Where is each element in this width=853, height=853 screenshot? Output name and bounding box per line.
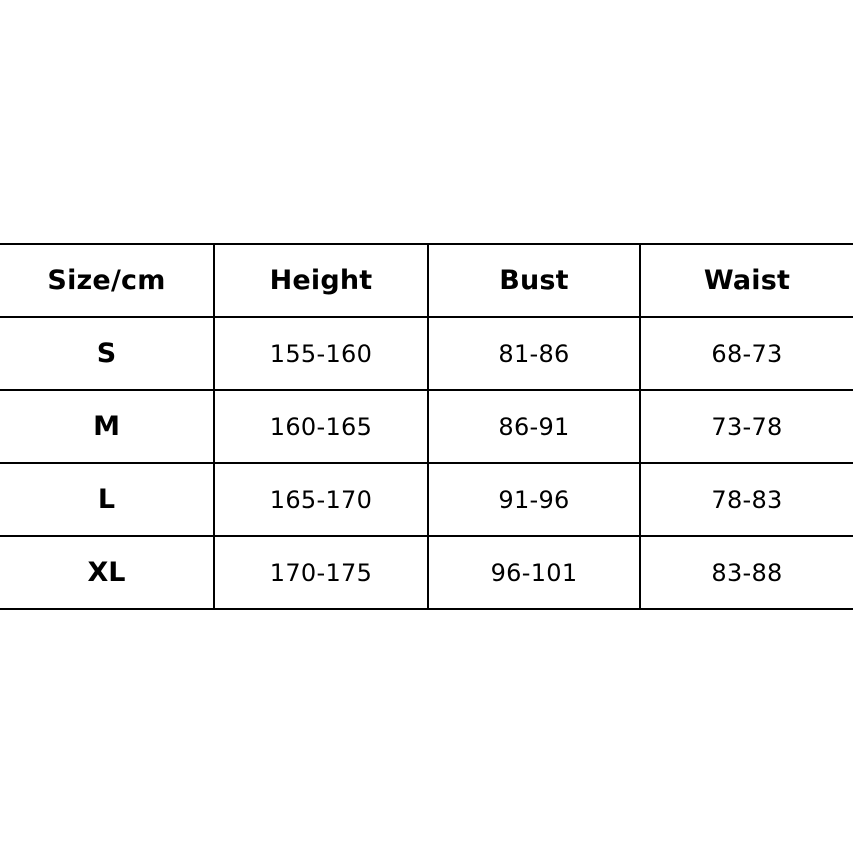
table-header-row bbox=[0, 244, 853, 317]
cell-bust: 81-86 bbox=[428, 317, 640, 390]
cell-height: 155-160 bbox=[214, 317, 428, 390]
cell-size: L bbox=[0, 463, 214, 536]
column-header-size: Size/cm bbox=[0, 244, 214, 317]
cell-height: 165-170 bbox=[214, 463, 428, 536]
cell-bust: 86-91 bbox=[428, 390, 640, 463]
cell-height: 160-165 bbox=[214, 390, 428, 463]
column-header-height: Height bbox=[214, 244, 428, 317]
cell-waist: 78-83 bbox=[640, 463, 853, 536]
size-chart-table bbox=[0, 243, 853, 610]
column-header-bust: Bust bbox=[428, 244, 640, 317]
cell-bust: 96-101 bbox=[428, 536, 640, 609]
table-row bbox=[0, 317, 853, 390]
cell-waist: 73-78 bbox=[640, 390, 853, 463]
table-row bbox=[0, 536, 853, 609]
table-row bbox=[0, 390, 853, 463]
cell-size: M bbox=[0, 390, 214, 463]
size-chart-container bbox=[0, 243, 853, 610]
column-header-waist: Waist bbox=[640, 244, 853, 317]
cell-size: S bbox=[0, 317, 214, 390]
cell-bust: 91-96 bbox=[428, 463, 640, 536]
table-row bbox=[0, 463, 853, 536]
cell-size: XL bbox=[0, 536, 214, 609]
cell-height: 170-175 bbox=[214, 536, 428, 609]
cell-waist: 68-73 bbox=[640, 317, 853, 390]
cell-waist: 83-88 bbox=[640, 536, 853, 609]
